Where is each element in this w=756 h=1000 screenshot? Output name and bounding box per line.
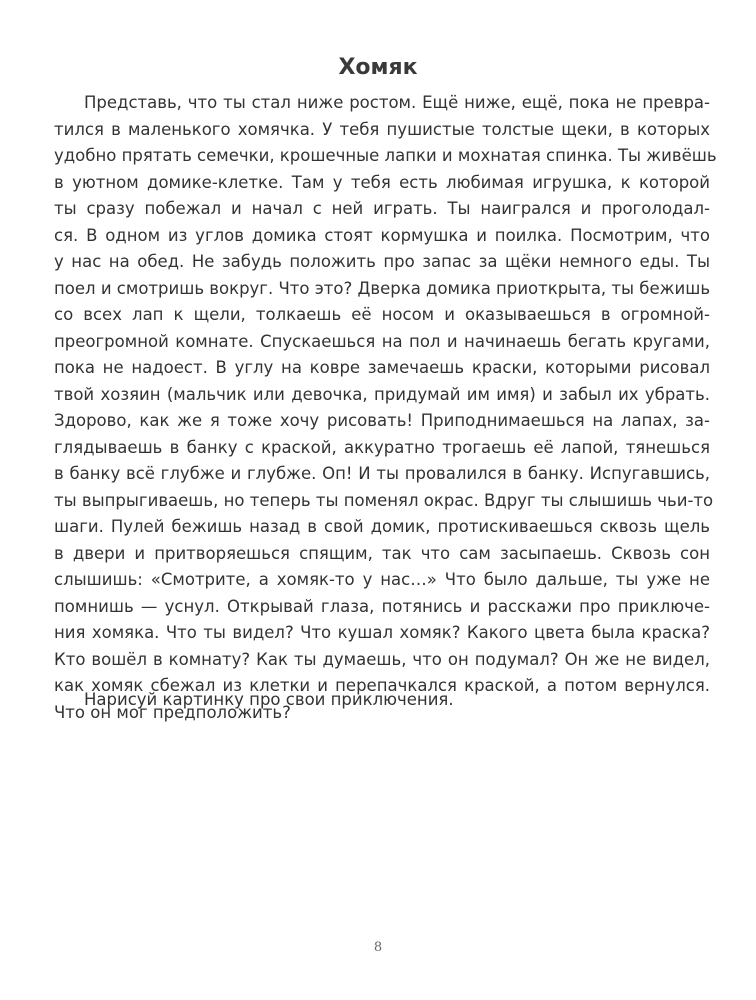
page-number: 8	[373, 940, 383, 955]
story-line: ты выпрыгиваешь, но теперь ты поменял окрас. Вдруг ты слышишь чьи-то	[54, 490, 714, 510]
story-line: помнишь — уснул. Открывай глаза, потянись и расскажи про приключе-	[54, 596, 710, 616]
story-line: поел и смотришь вокруг. Что это? Дверка домика приоткрыта, ты бежишь	[54, 278, 711, 298]
story-line: Что он мог предположить?	[54, 702, 291, 722]
story-line: ния хомяка. Что ты видел? Что кушал хомяк? Какого цвета была краска?	[54, 623, 710, 642]
story-paragraph	[54, 90, 717, 726]
story-line: слышишь: «Смотрите, а хомяк-то у нас…» Что было дальше, ты уже не	[54, 570, 710, 589]
story-line: со всех лап к щели, толкаешь её носом и оказываешься в огромной-	[54, 305, 710, 324]
story-line: ты сразу побежал и начал с ней играть. Ты наигрался и проголодал-	[54, 199, 710, 218]
story-line: как хомяк сбежал из клетки и перепачкался краской, а потом вернулся.	[54, 676, 710, 695]
story-line: в двери и притворяешься спящим, так что сам засыпаешь. Сквозь сон	[54, 543, 710, 563]
story-line: тился в маленького хомячка. У тебя пушистые толстые щеки, в которых	[54, 119, 710, 139]
page-title: Хомяк	[338, 55, 418, 80]
story-line: Кто вошёл в комнату? Как ты думаешь, что он подумал? Он же не видел,	[54, 649, 710, 669]
story-line: ся. В одном из углов домика стоят кормушка и поилка. Посмотрим, что	[54, 225, 710, 245]
story-line: у нас на обед. Не забудь положить про запас за щёки немного еды. Ты	[54, 252, 710, 271]
story-line: глядываешь в банку с краской, аккуратно трогаешь её лапой, тянешься	[54, 437, 710, 457]
story-line: в уютном домике-клетке. Там у тебя есть любимая игрушка, к которой	[54, 172, 710, 192]
story-line: Представь, что ты стал ниже ростом. Ещё ниже, ещё, пока не превра-	[84, 93, 710, 112]
story-line: Здорово, как же я тоже хочу рисовать! Приподнимаешься на лапах, за-	[54, 411, 710, 430]
story-line: удобно прятать семечки, крошечные лапки и мохнатая спинка. Ты живёшь	[54, 146, 717, 165]
instruction-line: Нарисуй картинку про свои приключения.	[84, 690, 454, 709]
story-line: шаги. Пулей бежишь назад в свой домик, протискиваешься сквозь щель	[54, 517, 710, 536]
story-line: пока не надоест. В углу на ковре замечаешь краски, которыми рисовал	[54, 358, 710, 377]
story-line: в банку всё глубже и глубже. Оп! И ты провалился в банку. Испугавшись,	[54, 464, 710, 483]
story-line: твой хозяин (мальчик или девочка, придумай им имя) и забыл их убрать.	[54, 384, 710, 404]
story-line: преогромной комнате. Спускаешься на пол и начинаешь бегать кругами,	[54, 331, 710, 351]
instruction-paragraph	[54, 687, 710, 714]
